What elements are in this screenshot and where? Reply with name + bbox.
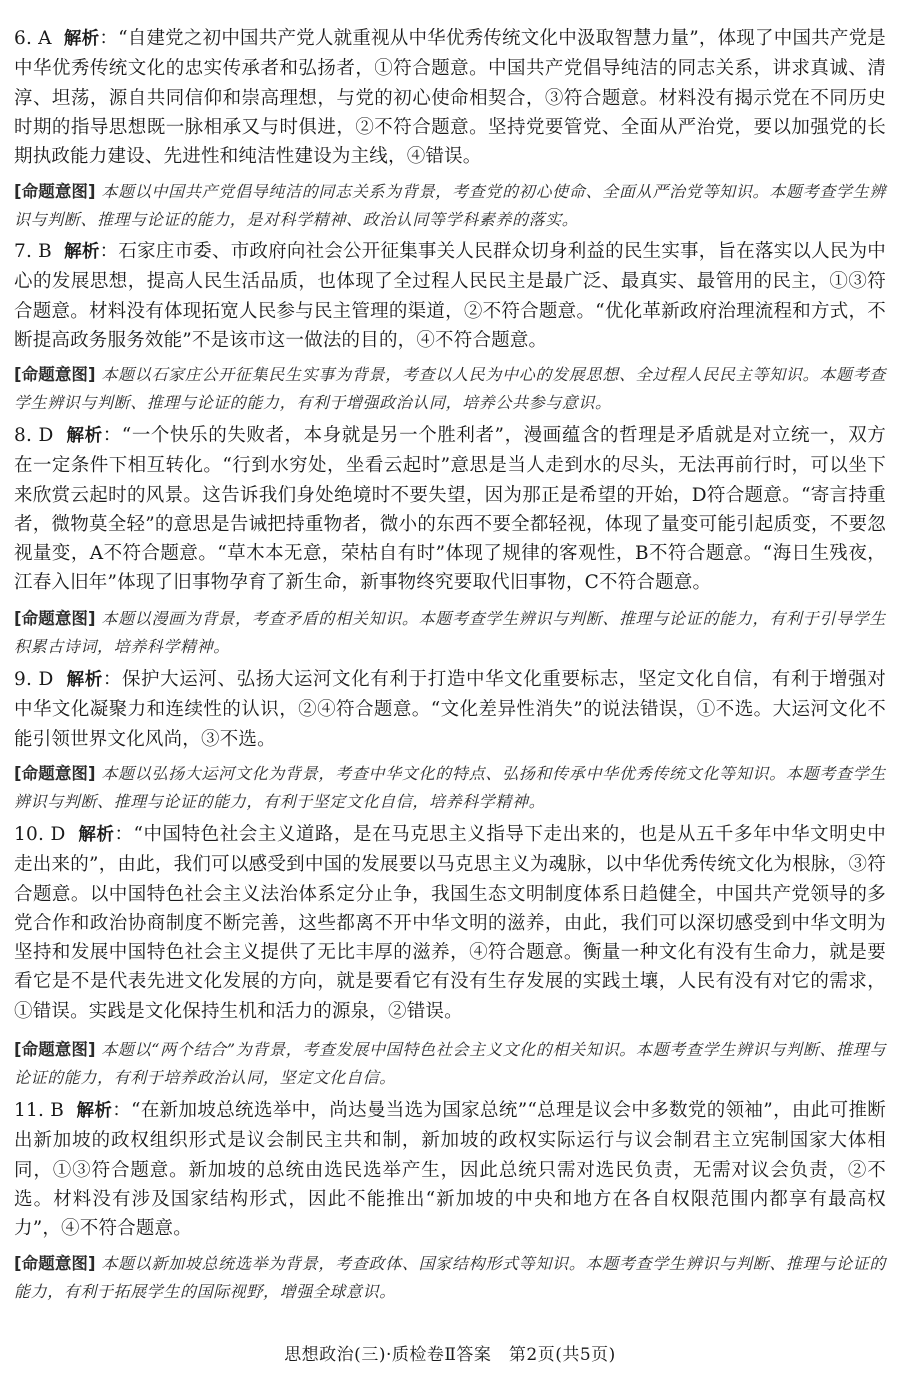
analysis-label: 解析	[66, 670, 103, 690]
intent-block-10: [命题意图] 本题以“两个结合”为背景，考查发展中国特色社会主义文化的相关知识。本题考查学生辨识与判断、推理与论证的能力，有利于培养政治认同，坚定文化自信。	[14, 1040, 886, 1087]
answer-item-8: 8. D 解析：“一个快乐的失败者，本身就是另一个胜利者”，漫画蕴含的哲理是矛盾就是对立统一，双方在一定条件下相互转化。“行到水穷处，坐看云起时”意思是当人走到水的尽头，无法再前行时，可以坐下来欣赏云起时的风景。这告诉我们身处绝境时不要失望，因为那正是希望的开始，D符合题意。“寄言持重者，微物莫全轻”的意思是告诫把持重物者，微小的东西不要全都轻视，体现了量变可能引起质变，不要忽视量变，A不符合题意。“草木本无意，荣枯自有时”体现了规律的客观性，B不符合题意。“海日生残夜，江春入旧年”体现了旧事物孕育了新生命，新事物终究要取代旧事物，C不符合题意。	[14, 425, 887, 594]
intent-text: 本题以石家庄公开征集民生实事为背景，考查以人民为中心的发展思想、全过程人民民主等知识。本题考查学生辨识与判断、推理与论证的能力，有利于增强政治认同，培养公共参与意识。	[14, 365, 887, 412]
analysis-label: 解析	[63, 29, 100, 49]
intent-block-11: [命题意图] 本题以新加坡总统选举为背景，考查政体、国家结构形式等知识。本题考查学生辨识与判断、推理与论证的能力，有利于拓展学生的国际视野，增强全球意识。	[14, 1254, 887, 1301]
intent-text: 本题以中国共产党倡导纯洁的同志关系为背景，考查党的初心使命、全面从严治党等知识。本题考查学生辨识与判断、推理与论证的能力，是对科学精神、政治认同等学科素养的落实。	[14, 182, 887, 229]
analysis-label: 解析	[76, 1101, 113, 1121]
intent-label: 命题意图	[21, 365, 89, 384]
intent-label: 命题意图	[21, 1254, 89, 1273]
analysis-text: “在新加坡总统选举中，尚达曼当选为国家总统”“总理是议会中多数党的领袖”，由此可推断出新加坡的政权组织形式是议会制民主共和制，新加坡的政权实际运行与议会制君主立宪制国家大体相同，①③符合题意。新加坡的总统由选民选举产生，因此总统只需对选民负责，无需对议会负责，②不选。材料没有涉及国家结构形式，因此不能推出“新加坡的中央和地方在各自权限范围内都享有最高权力”，④不符合题意。	[14, 1100, 886, 1240]
question-number: 9. D	[14, 669, 54, 690]
answer-item-11: 11. B 解析：“在新加坡总统选举中，尚达曼当选为国家总统”“总理是议会中多数党的领袖”，由此可推断出新加坡的政权组织形式是议会制民主共和制，新加坡的政权实际运行与议会制君主立宪制国家大体相同，①③符合题意。新加坡的总统由选民选举产生，因此总统只需对选民负责，无需对议会负责，②不选。材料没有涉及国家结构形式，因此不能推出“新加坡的中央和地方在各自权限范围内都享有最高权力”，④不符合题意。	[14, 1100, 886, 1240]
question-number: 7. B	[14, 241, 52, 262]
analysis-label: 解析	[78, 825, 115, 845]
intent-block-9: [命题意图] 本题以弘扬大运河文化为背景，考查中华文化的特点、弘扬和传承中华优秀传统文化等知识。本题考查学生辨识与判断、推理与论证的能力，有利于坚定文化自信，培养科学精神。	[14, 764, 887, 811]
intent-text: 本题以“两个结合”为背景，考查发展中国特色社会主义文化的相关知识。本题考查学生辨识与判断、推理与论证的能力，有利于培养政治认同，坚定文化自信。	[14, 1040, 886, 1087]
intent-label: 命题意图	[21, 182, 89, 201]
intent-label: 命题意图	[21, 1040, 88, 1059]
answer-item-7: 7. B 解析：石家庄市委、市政府向社会公开征集事关人民群众切身利益的民生实事，旨在落实以人民为中心的发展思想，提高人民生活品质，也体现了全过程人民民主是最广泛、最真实、最管用的民主，①③符合题意。材料没有体现拓宽人民参与民主管理的渠道，②不符合题意。“优化革新政府治理流程和方式，不断提高政务服务效能”不是该市这一做法的目的，④不符合题意。	[14, 241, 886, 351]
analysis-text: “一个快乐的失败者，本身就是另一个胜利者”，漫画蕴含的哲理是矛盾就是对立统一，双方在一定条件下相互转化。“行到水穷处，坐看云起时”意思是当人走到水的尽头，无法再前行时，可以坐下来欣赏云起时的风景。这告诉我们身处绝境时不要失望，因为那正是希望的开始，D符合题意。“寄言持重者，微物莫全轻”的意思是告诫把持重物者，微小的东西不要全都轻视，体现了量变可能引起质变，不要忽视量变，A不符合题意。“草木本无意，荣枯自有时”体现了规律的客观性，B不符合题意。“海日生残夜，江春入旧年”体现了旧事物孕育了新生命，新事物终究要取代旧事物，C不符合题意。	[14, 425, 887, 594]
intent-label: 命题意图	[21, 764, 89, 783]
analysis-text: 保护大运河、弘扬大运河文化有利于打造中华文化重要标志，坚定文化自信，有利于增强对中华文化凝聚力和连续性的认识，②④符合题意。“文化差异性消失”的说法错误，①不选。大运河文化不能引领世界文化风尚，③不选。	[14, 669, 887, 750]
intent-block-6: [命题意图] 本题以中国共产党倡导纯洁的同志关系为背景，考查党的初心使命、全面从严治党等知识。本题考查学生辨识与判断、推理与论证的能力，是对科学精神、政治认同等学科素养的落实。	[14, 182, 887, 229]
intent-text: 本题以漫画为背景，考查矛盾的相关知识。本题考查学生辨识与判断、推理与论证的能力，有利于引导学生积累古诗词，培养科学精神。	[14, 609, 887, 656]
question-number: 10. D	[14, 824, 66, 845]
intent-text: 本题以新加坡总统选举为背景，考查政体、国家结构形式等知识。本题考查学生辨识与判断、推理与论证的能力，有利于拓展学生的国际视野，增强全球意识。	[14, 1254, 887, 1301]
analysis-text: “中国特色社会主义道路，是在马克思主义指导下走出来的，也是从五千多年中华文明史中走出来的”，由此，我们可以感受到中国的发展要以马克思主义为魂脉，以中华优秀传统文化为根脉，③符合题意。以中国特色社会主义法治体系定分止争，我国生态文明制度体系日趋健全，中国共产党领导的多党合作和政治协商制度不断完善，这些都离不开中华文明的滋养，由此，我们可以深切感受到中华文明为坚持和发展中国特色社会主义提供了无比丰厚的滋养，④符合题意。衡量一种文化有没有生命力，就是要看它是不是代表先进文化发展的方向，就是要看它有没有生存发展的实践土壤，人民有没有对它的需求，①错误。实践是文化保持生机和活力的源泉，②错误。	[14, 824, 886, 1022]
answer-item-9: 9. D 解析：保护大运河、弘扬大运河文化有利于打造中华文化重要标志，坚定文化自信，有利于增强对中华文化凝聚力和连续性的认识，②④符合题意。“文化差异性消失”的说法错误，①不选。大运河文化不能引领世界文化风尚，③不选。	[14, 669, 887, 750]
question-number: 11. B	[14, 1100, 65, 1121]
intent-text: 本题以弘扬大运河文化为背景，考查中华文化的特点、弘扬和传承中华优秀传统文化等知识。本题考查学生辨识与判断、推理与论证的能力，有利于坚定文化自信，培养科学精神。	[14, 764, 887, 811]
analysis-label: 解析	[66, 426, 103, 446]
answer-item-6: 6. A 解析：“自建党之初中国共产党人就重视从中华优秀传统文化中汲取智慧力量”，体现了中国共产党是中华优秀传统文化的忠实传承者和弘扬者，①符合题意。中国共产党倡导纯洁的同志关系，讲求真诚、清淳、坦荡，源自共同信仰和崇高理想，与党的初心使命相契合，③符合题意。材料没有揭示党在不同历史时期的指导思想既一脉相承又与时俱进，②不符合题意。坚持党要管党、全面从严治党，要以加强党的长期执政能力建设、先进性和纯洁性建设为主线，④错误。	[14, 28, 886, 168]
analysis-text: 石家庄市委、市政府向社会公开征集事关人民群众切身利益的民生实事，旨在落实以人民为中心的发展思想，提高人民生活品质，也体现了全过程人民民主是最广泛、最真实、最管用的民主，①③符合题意。材料没有体现拓宽人民参与民主管理的渠道，②不符合题意。“优化革新政府治理流程和方式，不断提高政务服务效能”不是该市这一做法的目的，④不符合题意。	[14, 241, 886, 351]
analysis-label: 解析	[64, 242, 100, 262]
intent-block-8: [命题意图] 本题以漫画为背景，考查矛盾的相关知识。本题考查学生辨识与判断、推理与论证的能力，有利于引导学生积累古诗词，培养科学精神。	[14, 609, 887, 656]
question-number: 8. D	[14, 425, 54, 446]
page-footer: 思想政治(三)·质检卷Ⅱ答案 第2页(共5页)	[284, 1345, 616, 1365]
question-number: 6. A	[14, 28, 52, 49]
answer-item-10: 10. D 解析：“中国特色社会主义道路，是在马克思主义指导下走出来的，也是从五千多年中华文明史中走出来的”，由此，我们可以感受到中国的发展要以马克思主义为魂脉，以中华优秀传统文化为根脉，③符合题意。以中国特色社会主义法治体系定分止争，我国生态文明制度体系日趋健全，中国共产党领导的多党合作和政治协商制度不断完善，这些都离不开中华文明的滋养，由此，我们可以深切感受到中华文明为坚持和发展中国特色社会主义提供了无比丰厚的滋养，④符合题意。衡量一种文化有没有生命力，就是要看它是不是代表先进文化发展的方向，就是要看它有没有生存发展的实践土壤，人民有没有对它的需求，①错误。实践是文化保持生机和活力的源泉，②错误。	[14, 824, 886, 1022]
intent-block-7: [命题意图] 本题以石家庄公开征集民生实事为背景，考查以人民为中心的发展思想、全过程人民民主等知识。本题考查学生辨识与判断、推理与论证的能力，有利于增强政治认同，培养公共参与意识。	[14, 365, 887, 412]
analysis-text: “自建党之初中国共产党人就重视从中华优秀传统文化中汲取智慧力量”，体现了中国共产党是中华优秀传统文化的忠实传承者和弘扬者，①符合题意。中国共产党倡导纯洁的同志关系，讲求真诚、清淳、坦荡，源自共同信仰和崇高理想，与党的初心使命相契合，③符合题意。材料没有揭示党在不同历史时期的指导思想既一脉相承又与时俱进，②不符合题意。坚持党要管党、全面从严治党，要以加强党的长期执政能力建设、先进性和纯洁性建设为主线，④错误。	[14, 28, 886, 168]
intent-label: 命题意图	[21, 609, 89, 628]
